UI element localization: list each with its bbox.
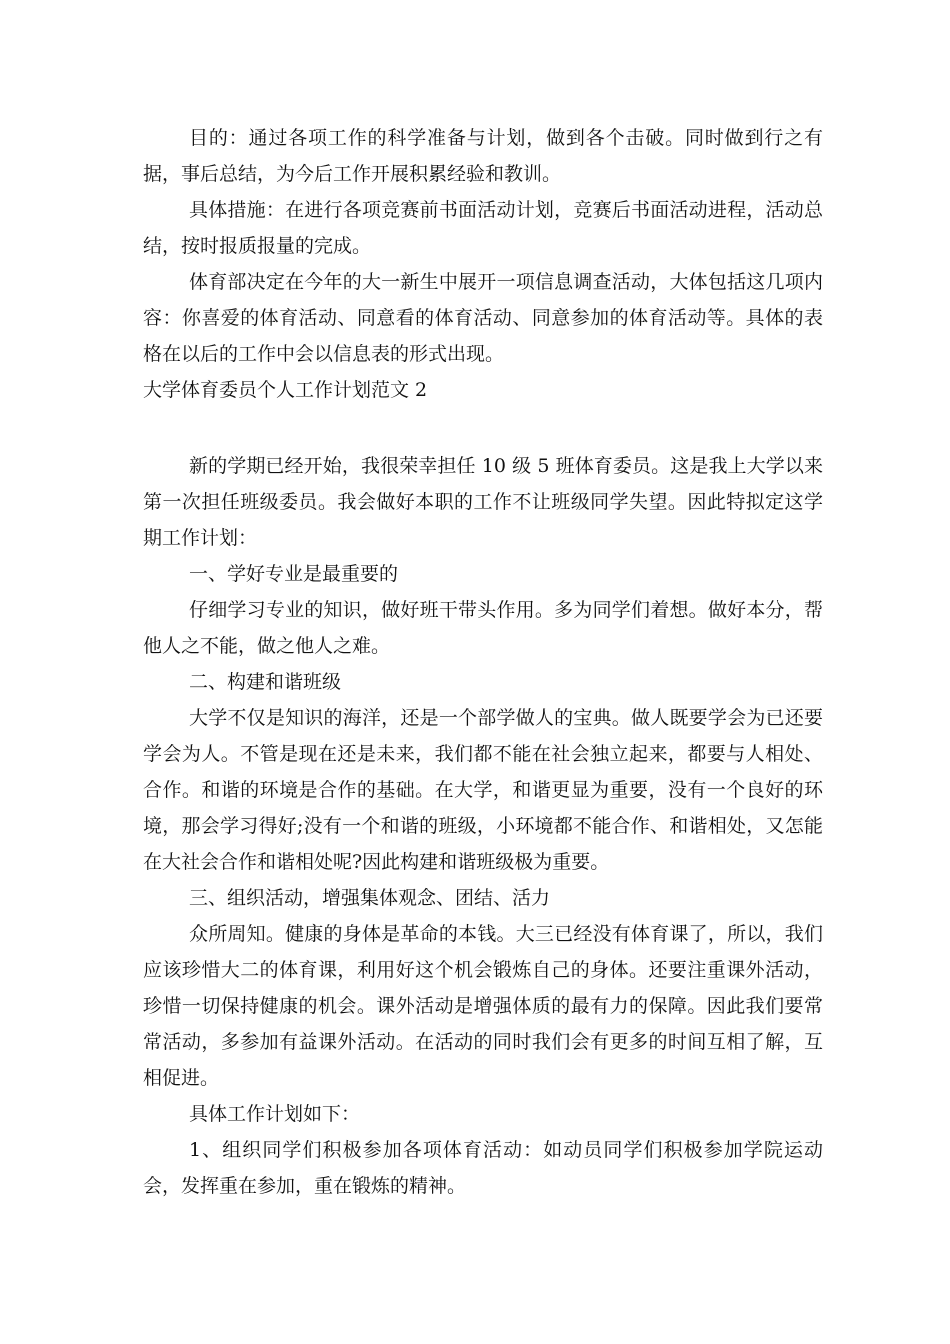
- paragraph-intro: 新的学期已经开始，我很荣幸担任 10 级 5 班体育委员。这是我上大学以来第一次担任班级委员。我会做好本职的工作不让班级同学失望。因此特拟定这学期工作计划：: [143, 455, 823, 549]
- heading-1: 一、学好专业是最重要的: [189, 563, 399, 585]
- plan-intro: 具体工作计划如下：: [189, 1103, 361, 1125]
- paragraph-heading-2-body: 大学不仅是知识的海洋，还是一个部学做人的宝典。做人既要学会为已还要学会为人。不管是现在还是未来，我们都不能在社会独立起来，都要与人相处、合作。和谐的环境是合作的基础。在大学，和谐更显为重要，没有一个良好的环境，那会学习得好;没有一个和谐的班级，小环境都不能合作、和谐相处，又怎能在大社会合作和谐相处呢?因此构建和谐班级极为重要。: [143, 707, 823, 873]
- paragraph-heading-3-body: 众所周知。健康的身体是革命的本钱。大三已经没有体育课了，所以，我们应该珍惜大二的体育课，利用好这个机会锻炼自己的身体。还要注重课外活动，珍惜一切保持健康的机会。课外活动是增强体质的最有力的保障。因此我们要常常活动，多参加有益课外活动。在活动的同时我们会有更多的时间互相了解，互相促进。: [143, 923, 823, 1089]
- paragraph-heading-1-body: 仔细学习专业的知识，做好班干带头作用。多为同学们着想。做好本分，帮他人之不能，做之他人之难。: [143, 599, 823, 657]
- heading-2: 二、构建和谐班级: [189, 671, 342, 693]
- spacer: [143, 408, 823, 448]
- paragraph-purpose: 目的：通过各项工作的科学准备与计划，做到各个击破。同时做到行之有据，事后总结，为今后工作开展积累经验和教训。: [143, 127, 823, 185]
- paragraph-measures: 具体措施：在进行各项竞赛前书面活动计划，竞赛后书面活动进程，活动总结，按时报质报量的完成。: [143, 199, 823, 257]
- section-title: 大学体育委员个人工作计划范文 2: [143, 379, 428, 401]
- document-body: [143, 120, 823, 1204]
- plan-item-1: 1、组织同学们积极参加各项体育活动：如动员同学们积极参加学院运动会，发挥重在参加，重在锻炼的精神。: [143, 1139, 823, 1197]
- heading-3: 三、组织活动，增强集体观念、团结、活力: [189, 887, 551, 909]
- paragraph-survey: 体育部决定在今年的大一新生中展开一项信息调查活动，大体包括这几项内容：你喜爱的体育活动、同意看的体育活动、同意参加的体育活动等。具体的表格在以后的工作中会以信息表的形式出现。: [143, 271, 823, 365]
